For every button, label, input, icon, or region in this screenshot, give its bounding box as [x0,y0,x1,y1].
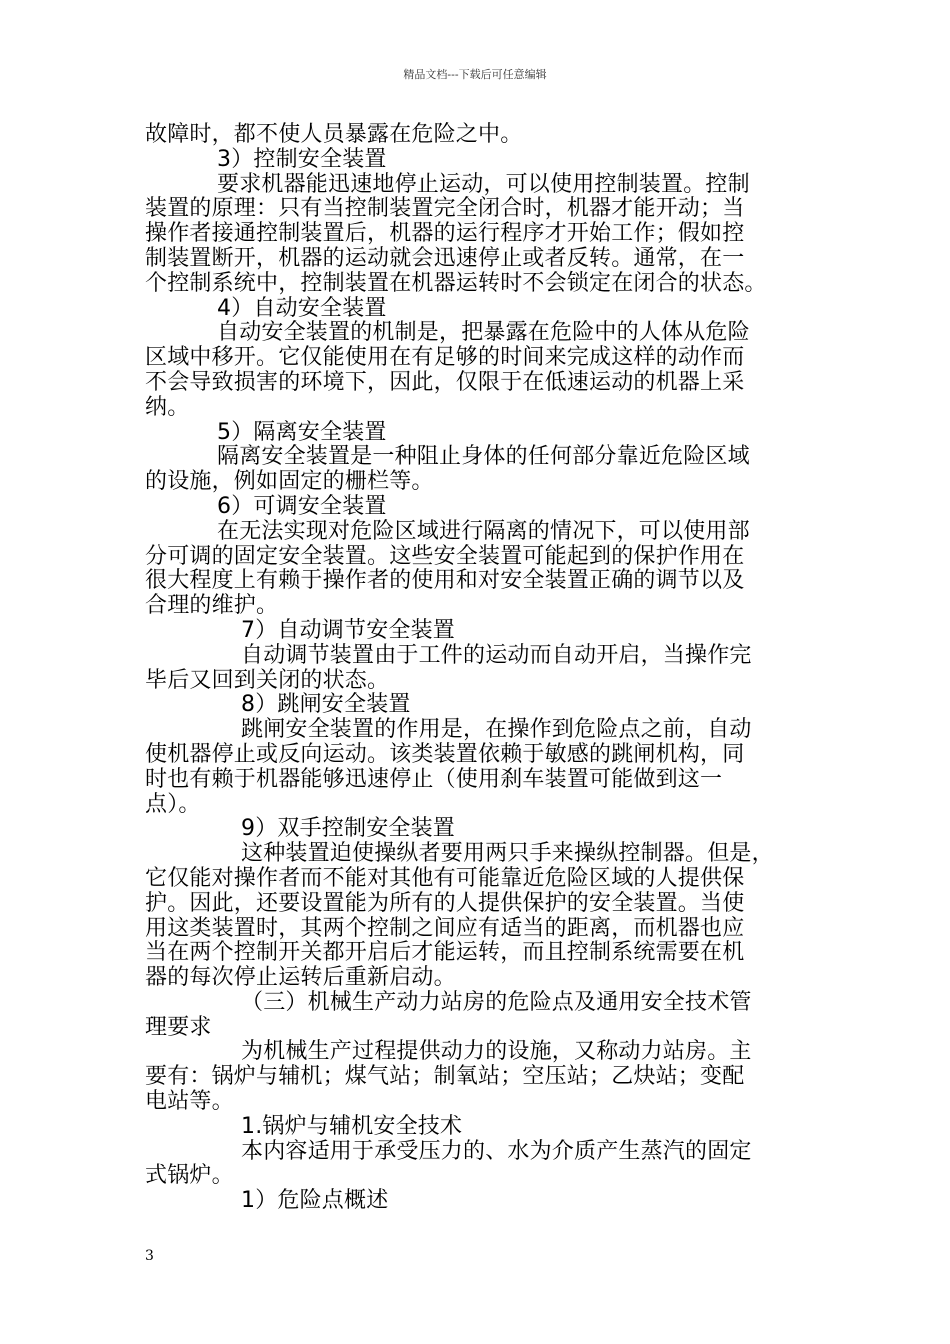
text-line: 为机械生产过程提供动力的设施，又称动力站房。主 [241,1039,752,1065]
text-line: 分可调的固定安全装置。这些安全装置可能起到的保护作用在 [145,543,745,569]
text-line: 式锅炉。 [145,1163,234,1189]
text-line: 跳闸安全装置的作用是，在操作到危险点之前，自动 [241,717,752,743]
text-line: 4）自动安全装置 [217,295,387,321]
text-line: 的设施，例如固定的栅栏等。 [145,469,434,495]
text-line: 点）。 [145,791,201,817]
document-body [145,123,810,1214]
text-line: 自动调节装置由于工件的运动而自动开启，当操作完 [241,642,752,668]
text-line: 本内容适用于承受压力的、水为介质产生蒸汽的固定 [241,1138,752,1164]
text-line: 要求机器能迅速地停止运动，可以使用控制装置。控制 [217,171,750,197]
text-line: 理要求 [145,1014,212,1040]
text-line: 当在两个控制开关都开启后才能运转，而且控制系统需要在机 [145,940,745,966]
text-line: 它仅能对操作者而不能对其他有可能靠近危险区域的人提供保 [145,865,745,891]
text-line: 器的每次停止运转后重新启动。 [145,965,456,991]
text-line: 时也有赖于机器能够迅速停止（使用刹车装置可能做到这一 [145,766,723,792]
text-line: 7）自动调节安全装置 [241,617,455,643]
text-line: 3）控制安全装置 [217,146,387,172]
text-line: 8）跳闸安全装置 [241,692,411,718]
text-line: 电站等。 [145,1089,234,1115]
text-line: 制装置断开，机器的运动就会迅速停止或者反转。通常，在一 [145,245,745,271]
text-line: 要有：锅炉与辅机；煤气站；制氧站；空压站；乙炔站；变配 [145,1064,745,1090]
text-line: 使机器停止或反向运动。该类装置依赖于敏感的跳闸机构，同 [145,741,745,767]
text-line: 隔离安全装置是一种阻止身体的任何部分靠近危险区域 [217,444,750,470]
text-line: 不会导致损害的环境下，因此，仅限于在低速运动的机器上采 [145,369,745,395]
text-line: 区域中移开。它仅能使用在有足够的时间来完成这样的动作而 [145,345,745,371]
text-line: 9）双手控制安全装置 [241,816,455,842]
text-line: 毕后又回到关闭的状态。 [145,667,390,693]
text-line: 6）可调安全装置 [217,493,387,519]
text-line: 个控制系统中，控制装置在机器运转时不会锁定在闭合的状态。 [145,270,767,296]
text-line: 这种装置迫使操纵者要用两只手来操纵控制器。但是， [241,841,774,867]
text-line: 纳。 [145,394,190,420]
text-line: 1.锅炉与辅机安全技术 [241,1113,463,1139]
text-line: 用这类装置时，其两个控制之间应有适当的距离，而机器也应 [145,915,745,941]
text-line: 5）隔离安全装置 [217,419,387,445]
page-number: 3 [145,1248,154,1264]
page-header: 精品文档---下载后可任意编辑 [403,68,547,81]
text-line: 很大程度上有赖于操作者的使用和对安全装置正确的调节以及 [145,568,745,594]
text-line: 操作者接通控制装置后，机器的运行程序才开始工作；假如控 [145,221,745,247]
text-line: 护。因此，还要设置能为所有的人提供保护的安全装置。当使 [145,890,745,916]
text-line: 在无法实现对危险区域进行隔离的情况下，可以使用部 [217,518,750,544]
text-line: 故障时，都不使人员暴露在危险之中。 [145,122,523,147]
text-line: 自动安全装置的机制是，把暴露在危险中的人体从危险 [217,320,750,346]
text-line: 1）危险点概述 [241,1188,389,1214]
text-line: 合理的维护。 [145,593,279,619]
text-line: （三）机械生产动力站房的危险点及通用安全技术管 [241,989,752,1015]
text-line: 装置的原理：只有当控制装置完全闭合时，机器才能开动；当 [145,196,745,222]
